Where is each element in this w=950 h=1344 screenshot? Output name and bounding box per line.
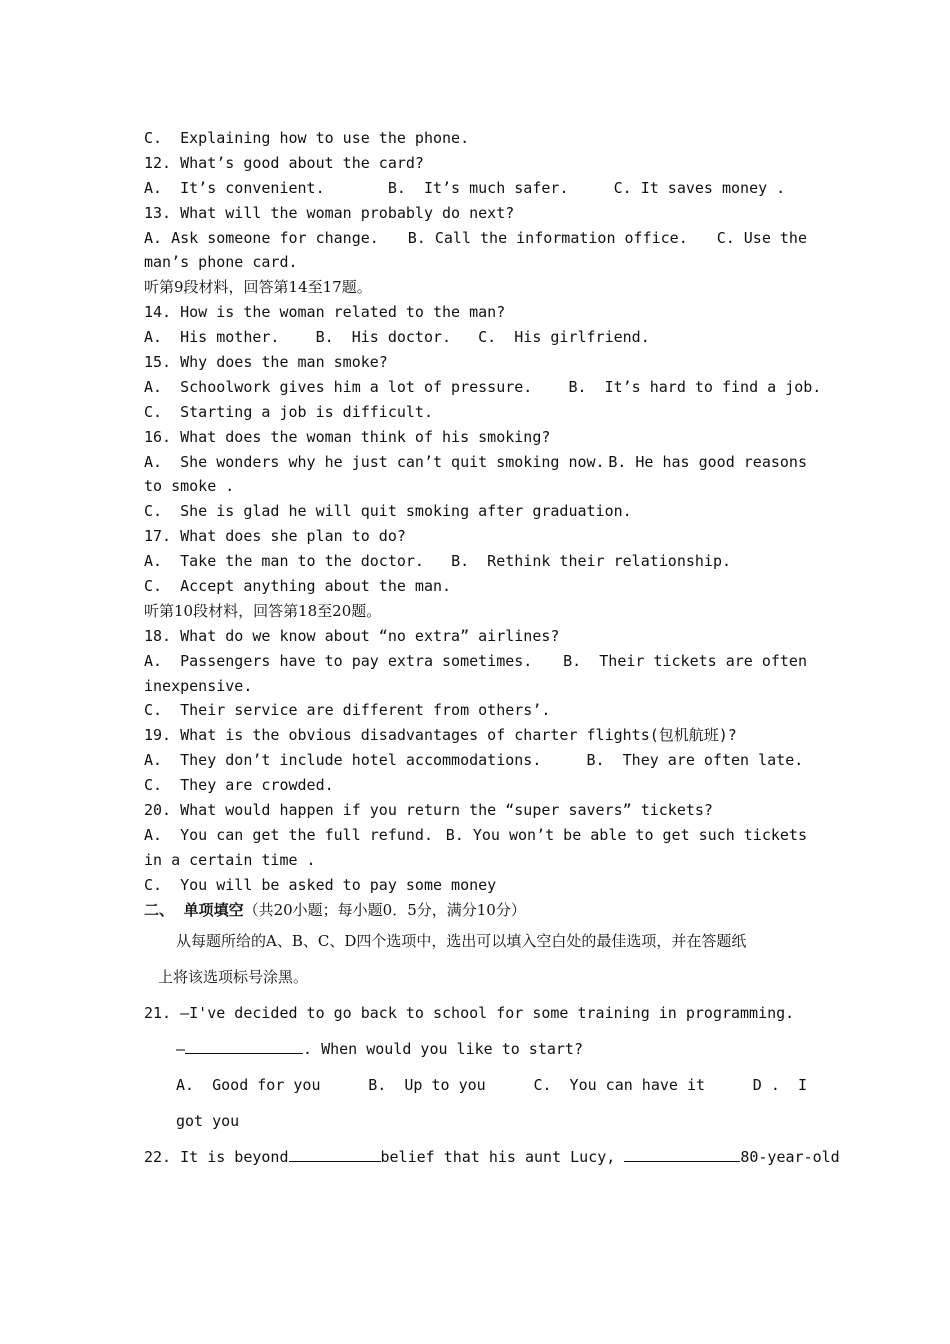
q13-question: 13. What will the woman probably do next? [144, 203, 515, 222]
q18-option-b-cont: inexpensive. [144, 676, 253, 695]
q12-options [144, 176, 807, 201]
q17-option-a: A. Take the man to the doctor. [144, 552, 424, 571]
q14-options [144, 325, 807, 350]
q14-question: 14. How is the woman related to the man? [144, 303, 506, 322]
q21-answer-blank [185, 1038, 303, 1054]
q16-option-c: C. She is glad he will quit smoking after graduation. [144, 502, 632, 521]
q19-option-b: B. They are often late. [586, 751, 804, 770]
q19-option-c: C. They are crowded. [144, 776, 334, 795]
q21-option-d-cont: got you [176, 1111, 240, 1130]
q12-option-b: B. It’s much safer. [387, 178, 569, 197]
q19-option-a: A. They don’t include hotel accommodations. [144, 751, 542, 770]
q22-part-1: 22. It is beyond [144, 1147, 289, 1166]
q20-option-b: B. You won’t be able to get such tickets [445, 825, 807, 844]
q21-option-c: C. You can have it [533, 1075, 706, 1094]
q21-reply-text: . When would you like to start? [303, 1039, 583, 1058]
q16-option-a-line [144, 450, 807, 475]
q18-option-a-line [144, 649, 807, 674]
q12-option-a: A. It’s convenient. [144, 178, 325, 197]
q19-options [144, 748, 807, 773]
exam-content [144, 126, 840, 1175]
q11-option-c: C. Explaining how to use the phone. [144, 129, 470, 147]
q22-blank-1 [289, 1146, 381, 1162]
section-2-instruction-cont: 上将该选项标号涂黑。 [158, 967, 309, 986]
passage-9-heading: 听第9段材料，回答第14至17题。 [144, 278, 372, 297]
q20-question: 20. What would happen if you return the “super savers” tickets? [144, 801, 713, 820]
q13-option-a: A. Ask someone for change. [144, 228, 379, 247]
q15-options [144, 375, 822, 400]
section-2-title: 单项填空 [183, 900, 244, 919]
q15-option-a: A. Schoolwork gives him a lot of pressure. [144, 377, 533, 396]
q15-option-b: B. It’s hard to find a job. [568, 377, 822, 396]
q17-option-b: B. Rethink their relationship. [451, 552, 732, 571]
section-2-number: 二、 [144, 900, 175, 919]
q21-stem: 21. —I've decided to go back to school for some training in programming. [144, 1003, 795, 1022]
q21-options [144, 1067, 807, 1103]
section-2-heading [144, 898, 807, 923]
q18-option-b: B. Their tickets are often [563, 651, 807, 670]
q21-option-a: A. Good for you [176, 1075, 321, 1094]
q20-option-a-line [144, 823, 807, 848]
q22-part-2: belief that his aunt Lucy, [380, 1147, 625, 1166]
passage-10-heading: 听第10段材料，回答第18至20题。 [144, 601, 382, 620]
q13-option-b: B. Call the information office. [407, 228, 688, 247]
q18-option-a: A. Passengers have to pay extra sometimes. [144, 651, 533, 670]
q12-question: 12. What’s good about the card? [144, 153, 424, 172]
q13-option-c: C. Use the [716, 228, 807, 247]
q21-option-d: D . I [752, 1075, 807, 1094]
q13-option-c-cont: man’s phone card. [144, 253, 298, 272]
q17-question: 17. What does she plan to do? [144, 527, 406, 546]
q20-option-c: C. You will be asked to pay some money [144, 875, 497, 894]
q21-option-b: B. Up to you [368, 1075, 486, 1094]
q15-question: 15. Why does the man smoke? [144, 353, 388, 372]
q21-reply [144, 1031, 807, 1067]
section-2-instruction: 从每题所给的A、B、C、D四个选项中，选出可以填入空白处的最佳选项，并在答题纸 [176, 931, 747, 950]
q22-blank-2 [624, 1146, 740, 1162]
q17-options [144, 549, 807, 574]
q21-dash: — [176, 1039, 186, 1058]
q18-option-c: C. Their service are different from others’. [144, 701, 551, 720]
section-2-note: （共20小题；每小题0．5分，满分10分） [243, 900, 526, 919]
q16-question: 16. What does the woman think of his smoking? [144, 427, 551, 446]
q16-option-a: A. She wonders why he just can’t quit smoking now. [144, 452, 605, 471]
q18-question: 18. What do we know about “no extra” airlines? [144, 626, 560, 645]
q22-part-3: 80-year-old [740, 1147, 840, 1166]
q13-options [144, 226, 807, 251]
q19-question: 19. What is the obvious disadvantages of charter flights(包机航班)? [144, 726, 737, 745]
q17-option-c: C. Accept anything about the man. [144, 577, 452, 596]
q14-option-c: C. His girlfriend. [478, 328, 650, 347]
q12-option-c: C. It saves money . [613, 178, 786, 197]
q16-option-b-cont: to smoke . [144, 477, 235, 496]
q14-option-b: B. His doctor. [315, 328, 452, 347]
q22-stem [144, 1139, 840, 1175]
q20-option-b-cont: in a certain time . [144, 850, 316, 869]
q20-option-a: A. You can get the full refund. [144, 825, 433, 844]
q14-option-a: A. His mother. [144, 328, 280, 347]
q15-option-c: C. Starting a job is difficult. [144, 402, 433, 421]
q16-option-b: B. He has good reasons [608, 452, 807, 471]
